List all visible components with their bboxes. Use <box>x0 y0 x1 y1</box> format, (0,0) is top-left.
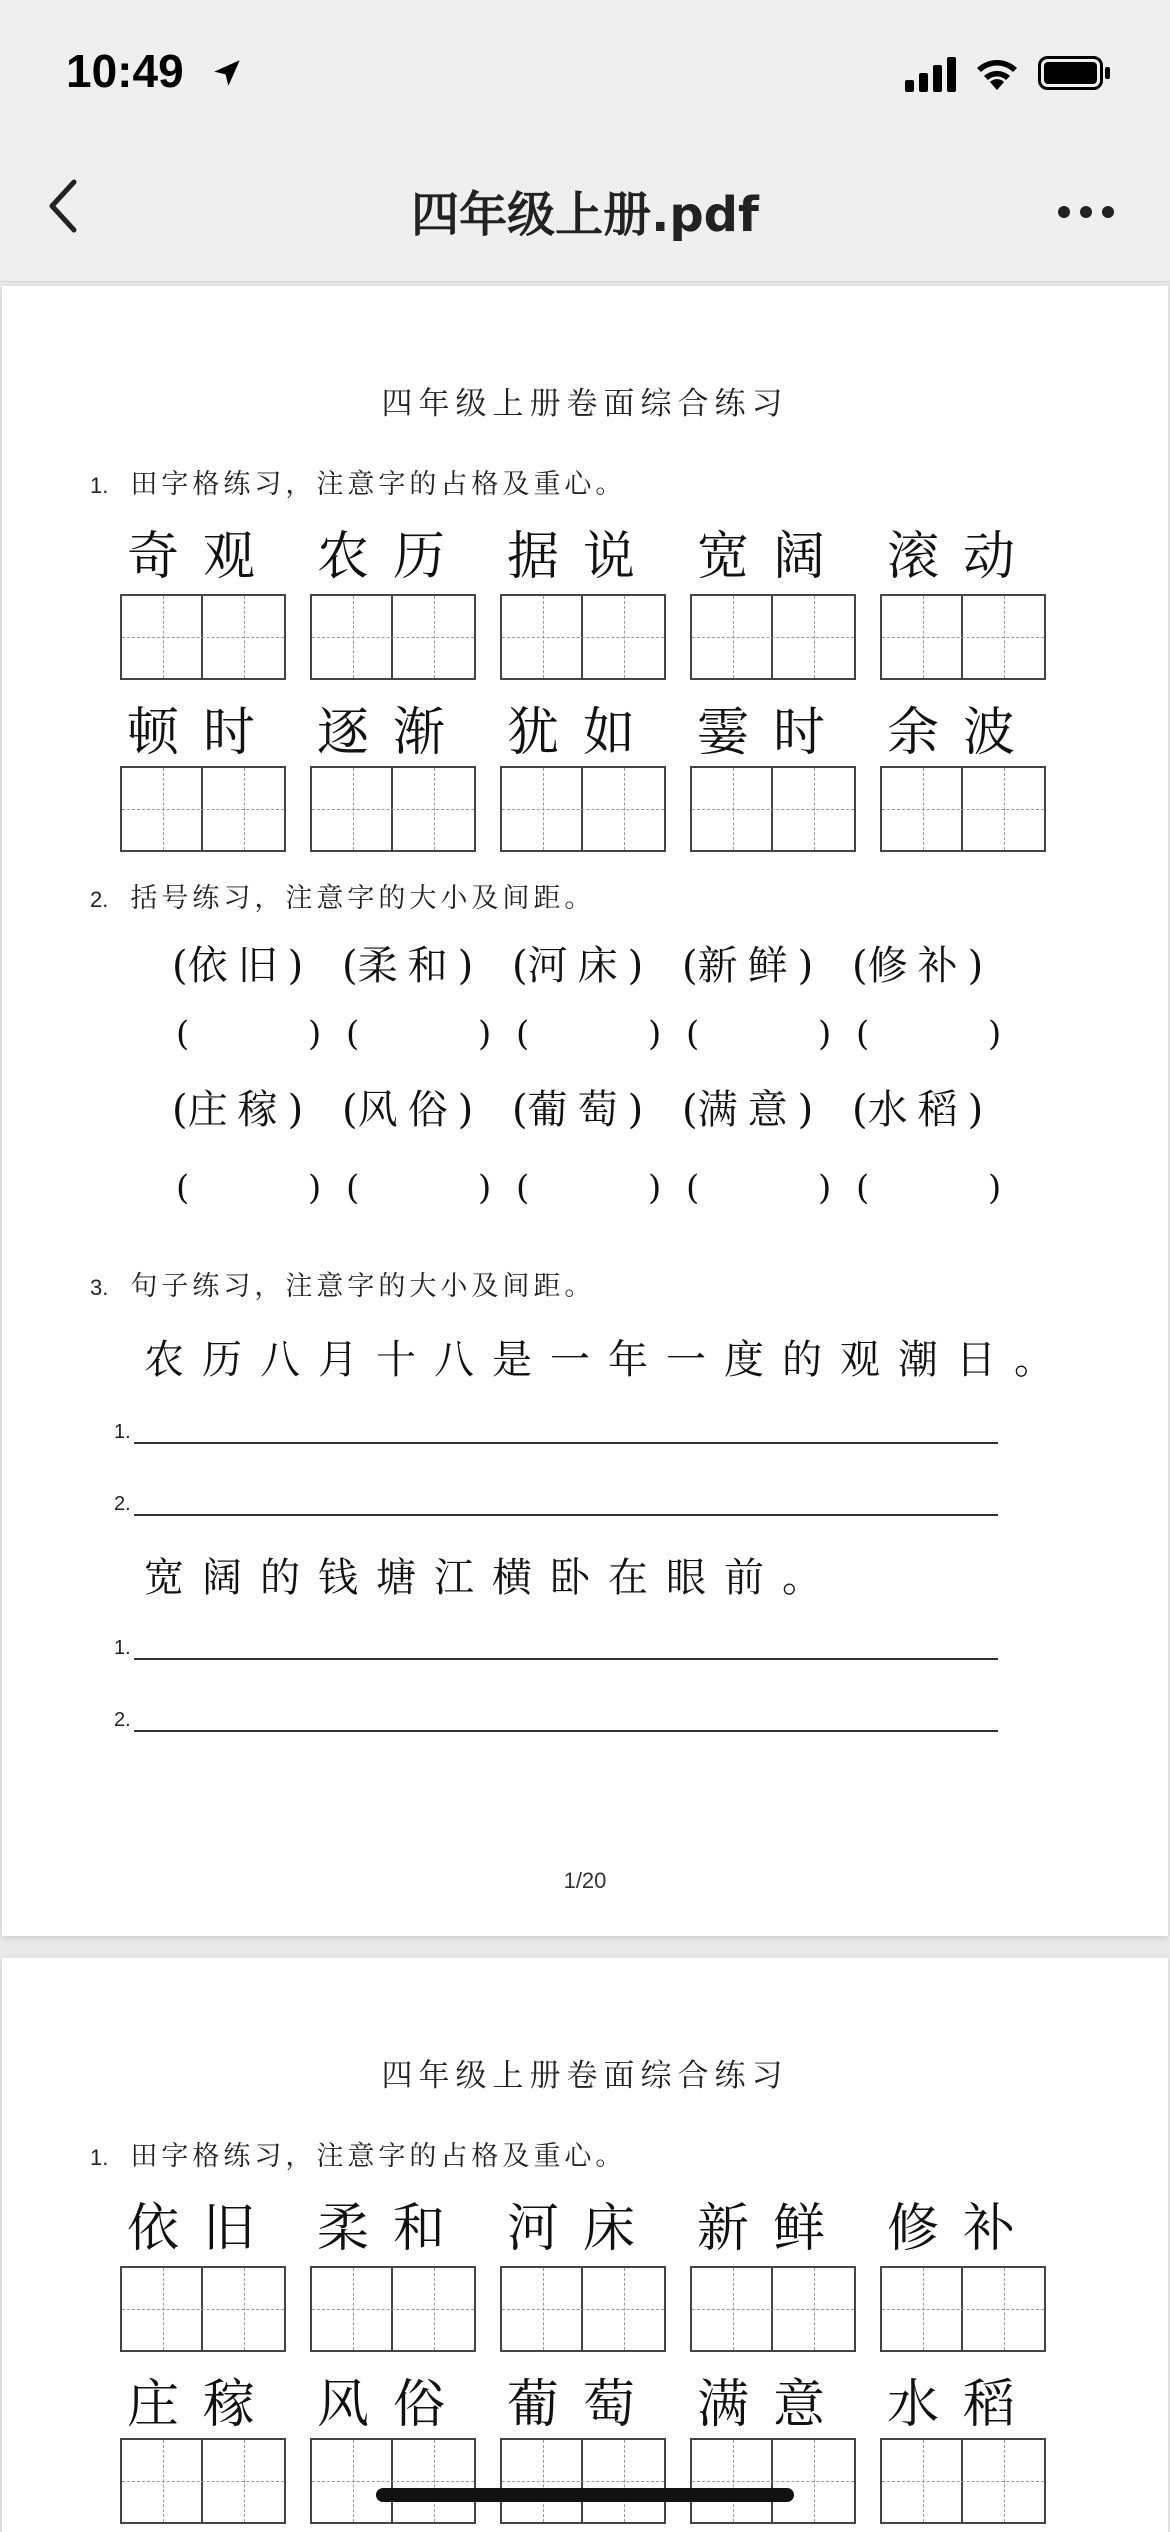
tianzige-box <box>880 766 1046 852</box>
writing-line[interactable]: 1. <box>114 1416 998 1446</box>
section-1-label: 1. 田字格练习，注意字的占格及重心。 <box>90 469 627 500</box>
tianzige-row <box>120 766 1050 852</box>
grid-word: 河床 <box>506 2199 659 2259</box>
tianzige-box <box>120 766 286 852</box>
grid-word-row <box>120 690 1050 763</box>
paren-blank-row <box>172 1168 1032 1218</box>
grid-word: 余波 <box>886 703 1039 763</box>
page-heading: 四年级上册卷面综合练习 <box>381 2058 789 2094</box>
tianzige-box <box>690 2266 856 2352</box>
paren-blank[interactable]: ( ) <box>686 1168 832 1208</box>
grid-word: 柔和 <box>316 2199 469 2259</box>
section-3-label: 3. 句子练习，注意字的大小及间距。 <box>90 1271 596 1302</box>
paren-word: (满意) <box>682 1087 814 1133</box>
grid-word-row <box>120 2186 1050 2259</box>
tianzige-row <box>120 594 1050 680</box>
grid-word: 水稻 <box>886 2375 1039 2435</box>
paren-word: (水稻) <box>852 1087 984 1133</box>
page-heading: 四年级上册卷面综合练习 <box>381 386 789 422</box>
tianzige-box <box>500 766 666 852</box>
paren-blank[interactable]: ( ) <box>176 1014 322 1054</box>
pdf-page-2[interactable] <box>2 1958 1168 2532</box>
writing-line[interactable]: 2. <box>114 1488 998 1518</box>
paren-word: (风俗) <box>342 1087 474 1133</box>
grid-word: 顿时 <box>126 703 279 763</box>
grid-word: 犹如 <box>506 703 659 763</box>
status-bar <box>0 0 1170 140</box>
tianzige-box <box>500 2438 666 2524</box>
cellular-signal-icon <box>905 56 957 92</box>
tianzige-box <box>880 2266 1046 2352</box>
paren-word-row <box>172 934 1032 994</box>
paren-word: (依旧) <box>172 943 304 989</box>
pdf-page-1[interactable] <box>2 286 1168 1936</box>
paren-word: (葡萄) <box>512 1087 644 1133</box>
paren-blank[interactable]: ( ) <box>856 1014 1002 1054</box>
paren-blank[interactable]: ( ) <box>516 1014 662 1054</box>
grid-word: 新鲜 <box>696 2199 849 2259</box>
status-time: 10:49 <box>66 45 184 97</box>
tianzige-box <box>120 2438 286 2524</box>
paren-word: (柔和) <box>342 943 474 989</box>
grid-word: 滚动 <box>886 527 1039 587</box>
paren-word: (河床) <box>512 943 644 989</box>
tianzige-row <box>120 2438 1050 2524</box>
grid-word: 修补 <box>886 2199 1039 2259</box>
document-title: 四年级上册.pdf <box>411 187 759 243</box>
tianzige-box <box>690 2438 856 2524</box>
tianzige-box <box>500 594 666 680</box>
tianzige-box <box>310 766 476 852</box>
grid-word: 宽阔 <box>696 527 849 587</box>
tianzige-box <box>310 2438 476 2524</box>
grid-word-row <box>120 2362 1050 2435</box>
wifi-icon <box>972 52 1022 92</box>
tianzige-row <box>120 2266 1050 2352</box>
paren-blank[interactable]: ( ) <box>686 1014 832 1054</box>
paren-blank[interactable]: ( ) <box>176 1168 322 1208</box>
location-arrow-icon <box>210 56 244 90</box>
tianzige-box <box>690 766 856 852</box>
paren-blank-row <box>172 1014 1032 1064</box>
grid-word: 依旧 <box>126 2199 279 2259</box>
tianzige-box <box>120 594 286 680</box>
grid-word: 据说 <box>506 527 659 587</box>
tianzige-box <box>310 594 476 680</box>
tianzige-box <box>880 2438 1046 2524</box>
writing-line[interactable]: 1. <box>114 1632 998 1662</box>
tianzige-box <box>690 594 856 680</box>
tianzige-box <box>120 2266 286 2352</box>
grid-word: 霎时 <box>696 703 849 763</box>
page-number: 1/20 <box>563 1868 607 1893</box>
tianzige-box <box>880 594 1046 680</box>
writing-line[interactable]: 2. <box>114 1704 998 1734</box>
tianzige-box <box>310 2266 476 2352</box>
home-indicator[interactable] <box>376 2488 794 2502</box>
battery-icon <box>1038 54 1112 92</box>
grid-word: 满意 <box>696 2375 849 2435</box>
tianzige-box <box>500 2266 666 2352</box>
grid-word: 奇观 <box>126 527 279 587</box>
section-2-label: 2. 括号练习，注意字的大小及间距。 <box>90 883 596 914</box>
grid-word: 农历 <box>316 527 469 587</box>
grid-word: 风俗 <box>316 2375 469 2435</box>
paren-blank[interactable]: ( ) <box>856 1168 1002 1208</box>
navigation-bar <box>0 140 1170 282</box>
paren-blank[interactable]: ( ) <box>346 1168 492 1208</box>
more-options-icon[interactable] <box>1056 204 1116 220</box>
paren-word: (修补) <box>852 943 984 989</box>
paren-blank[interactable]: ( ) <box>516 1168 662 1208</box>
grid-word-row <box>120 514 1050 587</box>
grid-word: 逐渐 <box>316 703 469 763</box>
paren-word: (新鲜) <box>682 943 814 989</box>
grid-word: 庄稼 <box>126 2375 279 2435</box>
paren-word: (庄稼) <box>172 1087 304 1133</box>
practice-sentence: 农历八月十八是一年一度的观潮日。 <box>144 1337 1072 1383</box>
section-1-label: 1. 田字格练习，注意字的占格及重心。 <box>90 2141 627 2172</box>
practice-sentence: 宽阔的钱塘江横卧在眼前。 <box>144 1555 840 1601</box>
grid-word: 葡萄 <box>506 2375 659 2435</box>
paren-blank[interactable]: ( ) <box>346 1014 492 1054</box>
paren-word-row <box>172 1078 1032 1138</box>
